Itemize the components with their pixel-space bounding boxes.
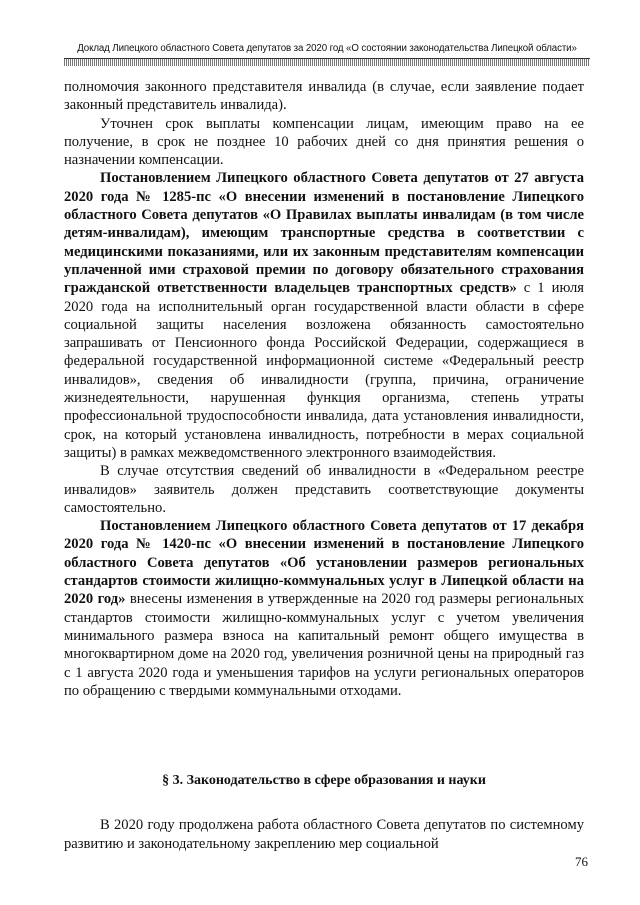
resolution-1285-text: с 1 июля 2020 года на исполнительный орган государственной власти области в сфере социальной защиты населения возложена обязанность самостоятельно запрашивать от Пенсионного фонда Российской Федерации, содержащиеся в федеральной государственной информационной системе «Федеральный реестр инвалидов», сведения об инвалидности (группа, причина, ограничение жизнедеятельности, нарушенная функция организма, степень утраты профессиональной трудоспособности инвалида, дата установления инвалидности, срок, на который установлена инвалидность, потребности в мерах социальной защиты) в рамках межведомственного электронного взаимодействия.	[64, 280, 584, 461]
body-text	[64, 78, 584, 853]
paragraph-compensation-term: Уточнен срок выплаты компенсации лицам, имеющим право на ее получение, в срок не позднее 10 рабочих дней со дня принятия решения о назначении компенсации.	[64, 115, 584, 169]
paragraph-continuation: полномочия законного представителя инвалида (в случае, если заявление подает законный представитель инвалида).	[64, 79, 584, 114]
spacer	[64, 700, 584, 772]
paragraph-resolution-1420	[64, 517, 584, 700]
spacer	[64, 790, 584, 816]
header-rule	[64, 58, 590, 66]
paragraph-education: В 2020 году продолжена работа областного Совета депутатов по системному развитию и законодательному закреплению мер социальной	[64, 817, 584, 852]
resolution-1285-title: Постановлением Липецкого областного Совета депутатов от 27 августа 2020 года № 1285-пс «О внесении изменений в постановление Липецкого областного Совета депутатов «О Правилах выплаты инвалидам (в том числе детям-инвалидам), имеющим транспортные средства в соответствии с медицинскими показаниями, или их законным представителям компенсации уплаченной ими страховой премии по договору обязательного страхования гражданской ответственности владельцев транспортных средств»	[64, 170, 584, 297]
running-header: Доклад Липецкого областного Совета депутатов за 2020 год «О состоянии законодательства Липецкой области»	[77, 43, 577, 54]
resolution-1420-text: внесены изменения в утвержденные на 2020 год размеры региональных стандартов стоимости жилищно-коммунальных услуг с учетом увеличения минимального размера взноса на капитальный ремонт общего имущества в многоквартирном доме на 2020 год, увеличения розничной цены на природный газ с 1 августа 2020 года и уменьшения тарифов на услуги региональных операторов по обращению с твердыми коммунальными отходами.	[64, 591, 584, 699]
resolution-1420-title: Постановлением Липецкого областного Совета депутатов от 17 декабря 2020 года № 1420-пс «О внесении изменений в постановление Липецкого областного Совета депутатов «Об установлении размеров региональных стандартов стоимости жилищно-коммунальных услуг в Липецкой области на 2020 год»	[64, 518, 584, 608]
paragraph-disability-registry: В случае отсутствия сведений об инвалидности в «Федеральном реестре инвалидов» заявитель должен представить соответствующие документы самостоятельно.	[64, 463, 584, 516]
section-heading: § 3. Законодательство в сфере образования и науки	[162, 773, 486, 789]
page-number: 76	[575, 854, 588, 869]
paragraph-resolution-1285	[64, 169, 584, 462]
